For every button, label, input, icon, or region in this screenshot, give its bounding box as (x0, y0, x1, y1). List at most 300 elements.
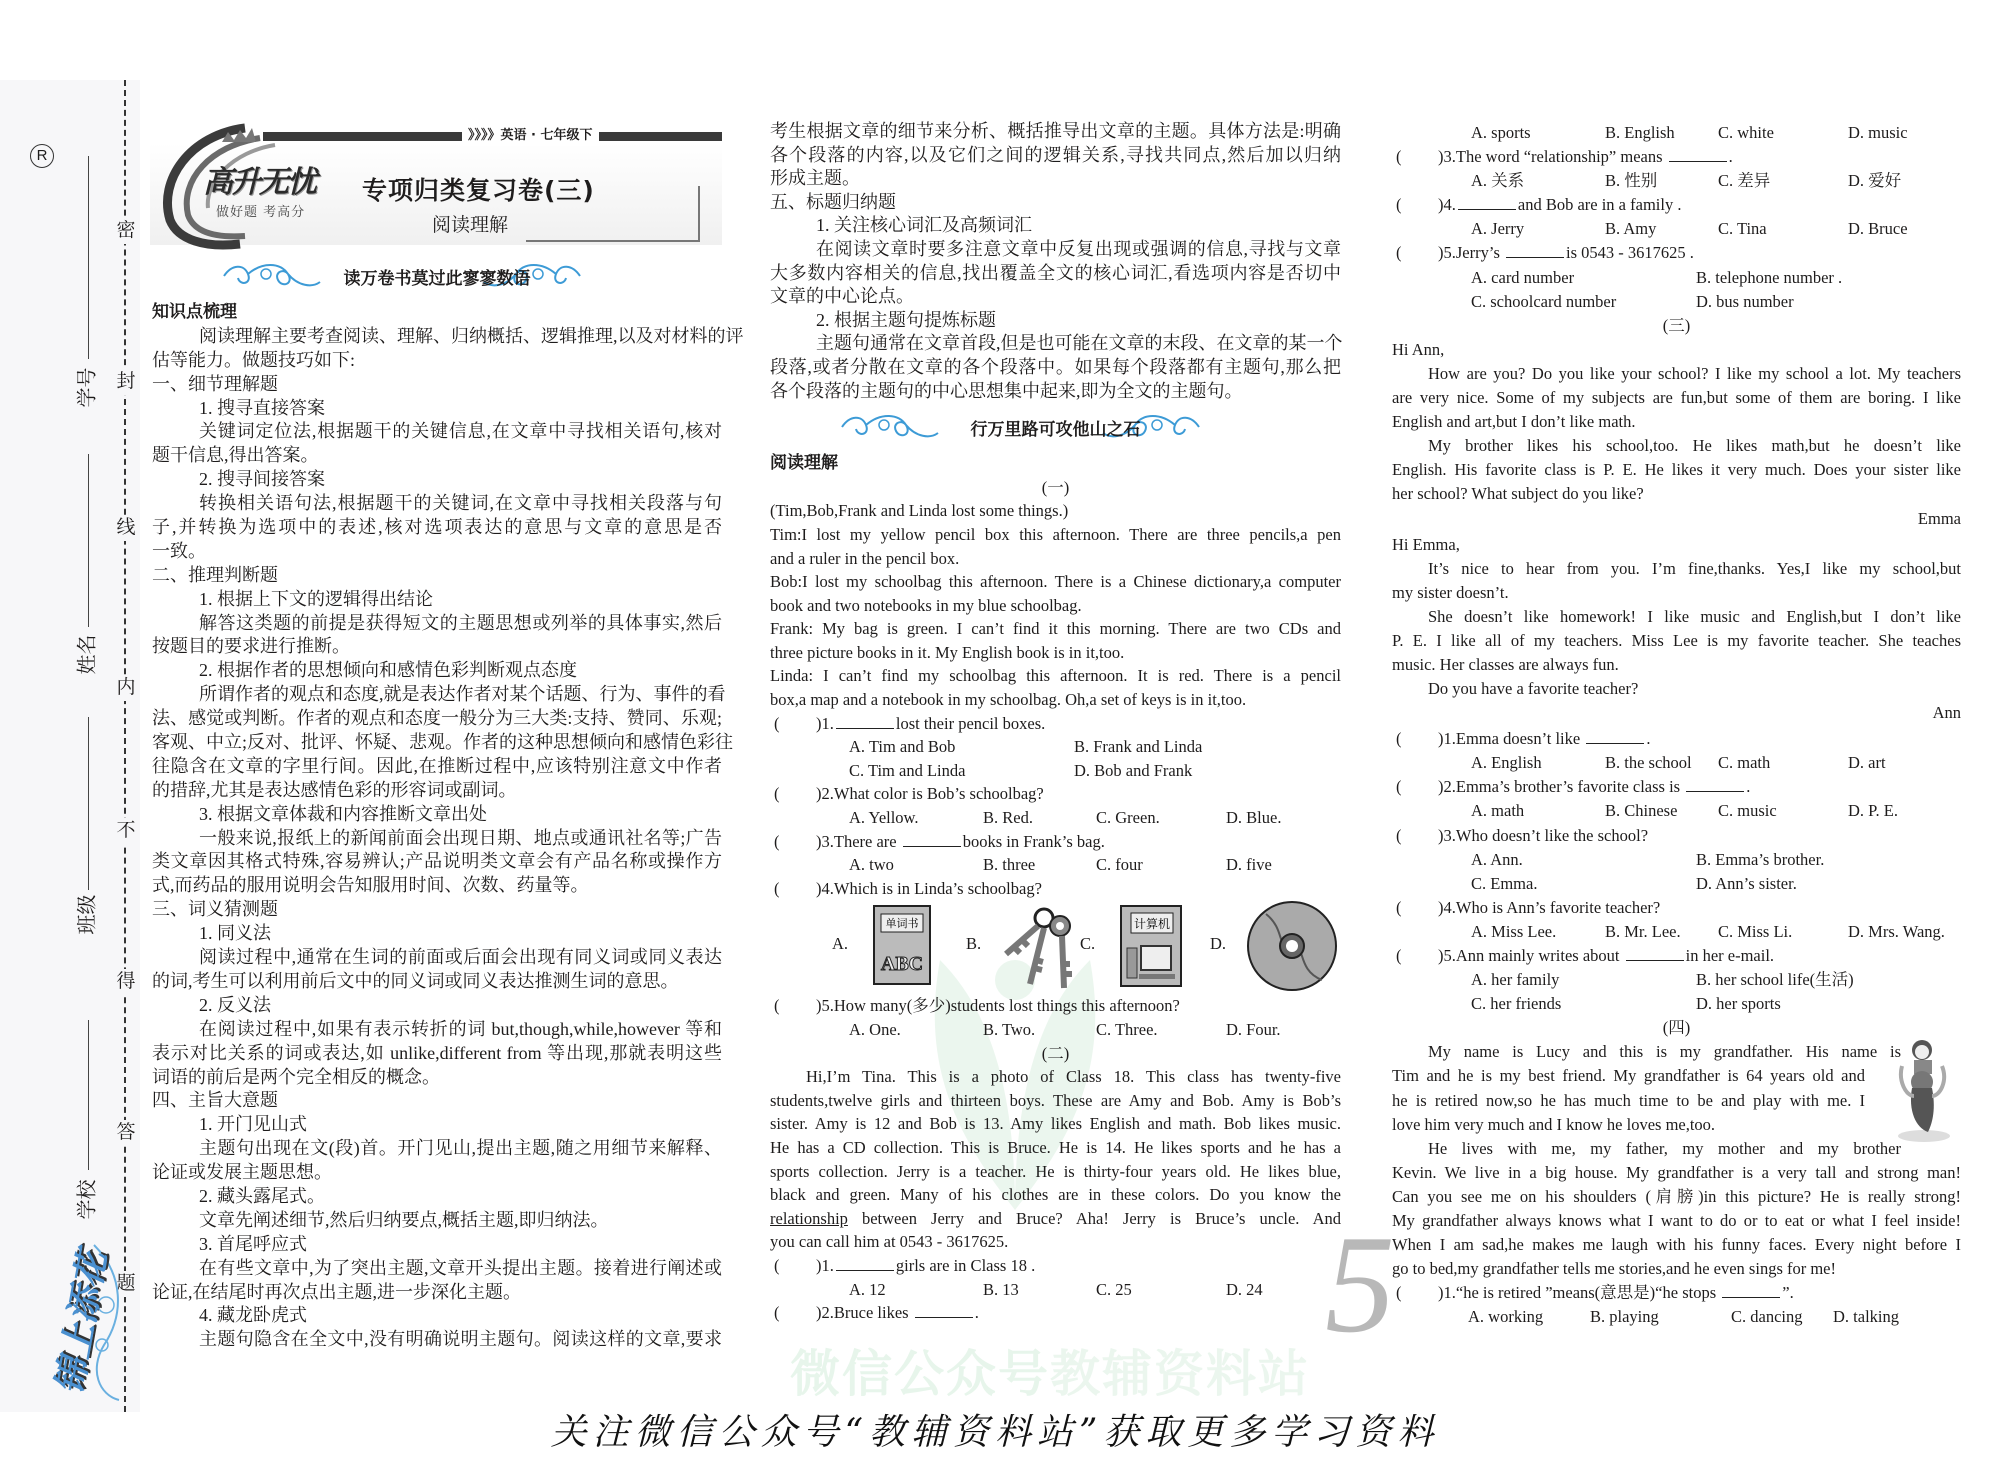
answer-paren-open: ( (1396, 243, 1402, 263)
answer-blank (1722, 1283, 1780, 1298)
line-text: 一、细节理解题 (152, 373, 278, 394)
options-row (1392, 290, 1961, 314)
text-line (770, 214, 1341, 238)
class-label: 班级 (76, 894, 99, 935)
text-line (1392, 1161, 1961, 1185)
question (1392, 193, 1961, 217)
line-text: He lives with me, my father, my mother and my brother (1428, 1138, 1901, 1158)
text-line (152, 1137, 722, 1161)
picture-option-label: D. (1210, 934, 1227, 954)
line-text: 2. 藏头露尾式。 (199, 1185, 325, 1206)
answer-option: C. Three. (1096, 1020, 1158, 1039)
answer-option: B. Two. (983, 1020, 1036, 1039)
answer-paren-close: ) (1438, 195, 1444, 215)
line-text: music. Her classes are always fun. (1392, 654, 1619, 674)
text-line (152, 397, 722, 421)
line-text: Tim:I lost my yellow pencil box this afternoon. There are three pencils,a pen (770, 524, 1341, 544)
keys-picture (1000, 904, 1084, 990)
text-line (770, 617, 1341, 641)
answer-option: C. four (1096, 855, 1143, 875)
text-line (1392, 338, 1961, 362)
question-text: How many(多少)students lost things this afternoon? (833, 996, 1180, 1016)
text-line (152, 1042, 722, 1066)
word-book-picture (872, 904, 934, 986)
line-text: 四、主旨大意题 (152, 1090, 278, 1111)
text-line (152, 707, 722, 731)
question-number: 2. (821, 784, 834, 804)
text-line (1392, 1233, 1961, 1257)
text-line (152, 540, 722, 564)
answer-option: C. math (1718, 753, 1771, 773)
line-text: and a ruler in the pencil box. (770, 548, 960, 568)
answer-option: C. Tina (1718, 219, 1767, 239)
question-number: 4. (1443, 897, 1456, 917)
line-text: her school? What subject do you like? (1392, 484, 1644, 504)
text-line (1392, 557, 1961, 581)
line-text: 五、标题归纳题 (770, 191, 896, 212)
answer-option: B. playing (1590, 1307, 1659, 1327)
text-line (770, 144, 1341, 168)
text-line (152, 755, 722, 779)
answer-option: C. Emma. (1471, 873, 1538, 893)
text-line (152, 373, 722, 397)
answer-option: D. Blue. (1226, 808, 1282, 828)
line-text: He has a CD collection. This is Bruce. He is 14. He likes sports and he has a (770, 1137, 1341, 1157)
answer-option: C. dancing (1731, 1307, 1803, 1327)
line-text: When I am sad,he makes me laugh with his funny faces. Every night before I (1392, 1235, 1961, 1255)
line-text: 类文章因其格式特殊,容易辨认;产品说明类文章会有产品名称或操作方 (152, 851, 722, 872)
line-text: 4. 藏龙卧虎式 (199, 1305, 307, 1326)
line-text: love him very much and I know he loves me,too. (1392, 1114, 1716, 1134)
answer-blank (1506, 243, 1564, 258)
options-row (770, 735, 1341, 759)
line-text: 往隐含在文章的字里行间。因此,在推断过程中,应该特别注意文中作者 (152, 755, 722, 776)
line-text: 客观、中立;反对、批评、怀疑、悲观。作者的这种思想倾向和感情色彩往 (152, 732, 733, 753)
question-text-after: in her e-mail. (1685, 946, 1775, 965)
text-line (152, 970, 722, 994)
answer-blank (1458, 195, 1516, 210)
answer-option: B. Mr. Lee. (1605, 921, 1681, 941)
svg-text:单词书: 单词书 (885, 918, 919, 931)
answer-paren-open: ( (774, 1303, 780, 1323)
line-text: It’s nice to hear from you. I’m fine,thanks. Yes,I like my school,but (1428, 558, 1961, 578)
question (1392, 241, 1961, 265)
answer-paren-open: ( (1396, 1283, 1402, 1303)
grandfather-with-girl-picture (1888, 1036, 1960, 1144)
answer-option: A. Tim and Bob (849, 737, 956, 757)
answer-option: B. Frank and Linda (1074, 737, 1203, 757)
answer-option: A. card number (1471, 267, 1575, 287)
text-line (152, 349, 722, 373)
right-column (1392, 121, 1961, 1330)
question-number: 3. (821, 831, 834, 851)
text-line (1392, 1040, 1901, 1064)
answer-option: A. 12 (849, 1279, 886, 1299)
text-line (770, 285, 1341, 309)
question (1392, 944, 1961, 968)
page-number: 5 (1325, 1207, 1395, 1362)
line-text: 转换相关语句法,根据题干的关键词,在文章中寻找相关段落与句 (199, 493, 722, 514)
question (1392, 1281, 1961, 1305)
text-line (152, 659, 722, 683)
options-row (770, 1278, 1341, 1302)
line-text: 的措辞,尤其是表达感情色彩的形容词或副词。 (152, 779, 517, 800)
text-line (152, 827, 722, 851)
line-text: 的词,考生可以利用前后文中的同义词或同义表达推测生词的意思。 (152, 970, 679, 991)
answer-option: C. her friends (1471, 994, 1562, 1014)
text-line (152, 1209, 722, 1233)
question-number: 2. (1443, 777, 1456, 797)
text-line (770, 1207, 1341, 1231)
options-row (770, 853, 1341, 877)
line-text: My name is Lucy and this is my grandfather. His name is (1428, 1042, 1901, 1062)
line-text: black and green. Many of his clothes are in these colors. Do you know the (770, 1185, 1341, 1205)
line-text: 题干信息,得出答案。 (152, 445, 319, 466)
line-text: 式,而药品的服用说明会告知服用时间、次数、药量等。 (152, 875, 589, 896)
answer-option: A. her family (1471, 970, 1560, 990)
text-line (1392, 458, 1961, 482)
line-text: Linda: I can’t find my schoolbag this afternoon. It is red. There is a pencil (770, 666, 1341, 686)
text-line (1392, 386, 1961, 410)
line-text: 大多数内容相关的信息,找出覆盖全文的核心词汇,看选项内容是否切中 (770, 262, 1341, 283)
text-line (152, 1281, 722, 1305)
question (770, 994, 1341, 1018)
answer-option: C. schoolcard number (1471, 291, 1617, 311)
options-row (1392, 848, 1961, 872)
line-text: 1. 根据上下文的逻辑得出结论 (199, 588, 433, 609)
answer-option: B. telephone number . (1696, 267, 1843, 287)
answer-paren-close: ) (816, 996, 822, 1016)
answer-paren-open: ( (1396, 825, 1402, 845)
line-text: 2. 根据主题句提炼标题 (816, 309, 996, 330)
text-line (152, 564, 722, 588)
line-text: 二、推理判断题 (152, 564, 278, 585)
line-text: She doesn’t like homework! I like music and English,but I don’t like (1428, 606, 1961, 626)
answer-option: B. English (1605, 123, 1675, 142)
text-line (152, 922, 722, 946)
seal-char: 题 (113, 1271, 139, 1297)
text-line (152, 635, 722, 659)
options-row (770, 806, 1341, 830)
question-number: 3. (1443, 825, 1456, 845)
answer-blank (1626, 946, 1684, 961)
line-text: 1. 开门见山式 (199, 1114, 307, 1135)
answer-paren-open: ( (774, 831, 780, 851)
line-text: 论证或发展主题思想。 (152, 1162, 332, 1183)
line-text: 在阅读文章时要多注意文章中反复出现或强调的信息,寻找与文章 (816, 238, 1341, 259)
answer-paren-close: ) (816, 1255, 822, 1275)
answer-option: D. 24 (1226, 1279, 1263, 1299)
text-line (770, 641, 1341, 665)
banner-text: 读万卷书莫过此寥寥数语 (343, 269, 531, 289)
side-logo (44, 1235, 114, 1405)
question-text-after: ”. (1782, 1283, 1794, 1303)
registered-mark: R (30, 144, 54, 168)
question (1392, 775, 1961, 799)
text-line (1392, 410, 1961, 434)
text-line (152, 1185, 722, 1209)
text-line (152, 588, 722, 612)
line-text: 形成主题。 (770, 168, 860, 189)
line-text: 论证,在结尾时再次点出主题,进一步深化主题。 (152, 1281, 521, 1302)
text-line (770, 191, 1341, 215)
line-text: Hi Ann, (1392, 339, 1445, 359)
question-text-after: . (1746, 777, 1751, 797)
options-row (1392, 121, 1961, 145)
question (770, 1254, 1341, 1278)
answer-paren-close: ) (1438, 897, 1444, 917)
banner-text: 行万里路可攻他山之石 (970, 420, 1141, 441)
text-line (152, 803, 722, 827)
question (1392, 896, 1961, 920)
text-line (770, 1065, 1341, 1089)
line-text: between Jerry and Bruce? Aha! Jerry is Bruce’s uncle. And (847, 1208, 1341, 1228)
text-line (770, 664, 1341, 688)
line-text: 主题句出现在文(段)首。开门见山,提出主题,随之用细节来解释、 (199, 1138, 722, 1159)
line-text: 2. 反义法 (199, 994, 271, 1015)
line-text: Tim and he is my best friend. My grandfather is 64 years old and (1392, 1066, 1865, 1086)
options-row (1392, 751, 1961, 775)
text-line (1392, 629, 1961, 653)
answer-option: A. two (849, 855, 894, 875)
line-text: 1. 同义法 (199, 923, 271, 944)
question-number: 1. (1443, 1283, 1456, 1303)
line-text: (Tim,Bob,Frank and Linda lost some things.) (770, 501, 1069, 521)
question (1392, 824, 1961, 848)
line-text: 所谓作者的观点和态度,就是表达作者对某个话题、行为、事件的看 (199, 684, 726, 705)
line-text: 1. 搜寻直接答案 (199, 397, 325, 418)
options-row (1392, 217, 1961, 241)
text-line (152, 444, 722, 468)
options-row (770, 759, 1341, 783)
seal-char: 答 (113, 1120, 139, 1146)
line-text: 主题句隐含在全文中,没有明确说明主题句。阅读这样的文章,要求 (199, 1329, 722, 1350)
line-text: 文章的中心论点。 (770, 286, 914, 307)
class-line (88, 717, 89, 890)
options-row (1392, 266, 1961, 290)
question-text-after: . (1646, 729, 1651, 749)
answer-option: D. her sports (1696, 994, 1781, 1014)
line-text: 按题目的要求进行推断。 (152, 636, 350, 657)
text-line (152, 1113, 722, 1137)
answer-blank (836, 1256, 894, 1271)
options-row (1392, 872, 1961, 896)
line-text: 考生根据文章的细节来分析、概括推导出文章的主题。具体方法是:明确 (770, 121, 1341, 141)
text-line (770, 262, 1341, 286)
text-line (770, 238, 1341, 262)
footer-notice: 关注微信公众号“教辅资料站”获取更多学习资料 (550, 1412, 1440, 1453)
text-line (770, 309, 1341, 333)
answer-blank (1586, 729, 1644, 744)
text-line (770, 499, 1341, 523)
line-text: 在阅读过程中,如果有表示转折的词 but,though,while,however 等和 (199, 1018, 722, 1039)
answer-paren-open: ( (1396, 195, 1402, 215)
line-text: box,a map and a notebook in my schoolbag. Oh,a set of keys is in it,too. (770, 690, 1247, 710)
options-row (1392, 169, 1961, 193)
answer-option: C. 差异 (1718, 171, 1771, 191)
text-line (152, 731, 733, 755)
line-text: Frank: My bag is green. I can’t find it this morning. There are two CDs and (770, 619, 1341, 639)
answer-option: D. Ann’s sister. (1696, 873, 1797, 893)
line-text: P. E. I like all of my teachers. Miss Lee is my favorite teacher. She teaches (1392, 630, 1961, 650)
line-text: 2. 搜寻间接答案 (199, 469, 325, 490)
answer-option: B. her school life(生活) (1696, 970, 1854, 990)
answer-option: A. sports (1471, 123, 1531, 142)
text-line (1392, 677, 1961, 701)
line-text: 表示对比关系的词或表达,如 unlike,different from 等出现,那就表明这些 (152, 1042, 722, 1063)
text-line (1392, 1185, 1961, 1209)
line-text: Can you see me on his shoulders (肩膀)in this picture? He is really strong! (1392, 1186, 1961, 1206)
answer-blank (903, 832, 961, 847)
brand-slogan: 做好题 考高分 (216, 205, 306, 220)
text-line (770, 1160, 1341, 1184)
line-text: 段落,或者分散在文章的各个段落中。如果每个段落都有主题句,那么把 (770, 356, 1341, 377)
passage-number: (三) (1662, 315, 1691, 335)
answer-blank (836, 714, 894, 729)
text-line (770, 594, 1341, 618)
answer-option: C. Tim and Linda (849, 760, 966, 780)
question-text-after: books in Frank’s bag. (962, 831, 1105, 851)
text-line (1392, 533, 1961, 557)
student-id-label: 学号 (76, 367, 99, 408)
letter-signature: Emma (1917, 508, 1961, 528)
text-line (152, 1089, 722, 1113)
line-text: Hi,I’m Tina. This is a photo of Class 18. This class has twenty-five (806, 1067, 1341, 1087)
underlined-word: relationship (770, 1208, 848, 1228)
answer-option: A. One. (849, 1020, 901, 1039)
line-text: Do you have a favorite teacher? (1428, 679, 1639, 699)
text-line (770, 523, 1341, 547)
answer-paren-close: ) (1438, 729, 1444, 749)
text-line (1392, 605, 1961, 629)
student-id-line (88, 156, 89, 359)
answer-option: B. three (983, 855, 1036, 875)
text-line (770, 380, 1341, 404)
side-logo-text: 锦上添花 (49, 1248, 115, 1398)
text-line (770, 120, 1341, 144)
answer-option: A. 关系 (1471, 171, 1525, 191)
text-line (152, 1161, 722, 1185)
answer-paren-open: ( (1396, 729, 1402, 749)
text-line (770, 547, 1341, 571)
name-label: 姓名 (76, 634, 99, 675)
text-line (770, 688, 1341, 712)
text-line (1392, 1209, 1961, 1233)
question-text: “he is retired ”means(意思是)“he stops (1455, 1283, 1721, 1303)
answer-blank (1669, 147, 1727, 162)
watermark-wechat: 微信公众号 (790, 1345, 1050, 1403)
seal-char: 线 (113, 515, 139, 541)
cd-picture (1246, 900, 1338, 992)
school-label: 学校 (76, 1179, 99, 1220)
answer-option: D. music (1848, 123, 1908, 142)
text-line (152, 468, 722, 492)
text-line (1392, 1257, 1961, 1281)
letter-signature: Ann (1932, 703, 1961, 723)
answer-option: D. Bruce (1848, 219, 1908, 239)
text-line (152, 1304, 722, 1328)
text-line (152, 1233, 722, 1257)
answer-paren-open: ( (774, 713, 780, 733)
answer-option: C. 25 (1096, 1279, 1132, 1299)
question (770, 712, 1341, 736)
text-line (1392, 482, 1961, 506)
answer-blank (1686, 777, 1744, 792)
seal-char: 封 (113, 369, 139, 395)
answer-option: B. Chinese (1605, 801, 1678, 821)
section-banner (770, 403, 1341, 452)
question-text: The word “relationship” means (1455, 147, 1667, 167)
answer-option: D. Bob and Frank (1074, 760, 1193, 780)
text-line (152, 779, 722, 803)
text-line (1392, 362, 1961, 386)
question-number: 5. (1443, 946, 1456, 965)
answer-paren-open: ( (1396, 897, 1402, 917)
text-line (770, 167, 1341, 191)
line-text: book and two notebooks in my blue schoolbag. (770, 595, 1082, 615)
text-line (770, 1089, 1341, 1113)
question-text: Jerry’s (1455, 243, 1504, 263)
answer-paren-open: ( (774, 784, 780, 804)
text-line (770, 356, 1341, 380)
answer-paren-close: ) (816, 1303, 822, 1323)
line-text: are very nice. Some of my subjects are fun,but some of them are boring. I like (1392, 388, 1961, 408)
question-number: 2. (821, 1303, 834, 1323)
answer-option: D. P. E. (1848, 801, 1898, 821)
line-text: 3. 首尾呼应式 (199, 1233, 307, 1254)
text-line (152, 1066, 722, 1090)
options-row (1392, 920, 1961, 944)
question (770, 782, 1341, 806)
question-number: 5. (821, 996, 834, 1016)
question-text-after: and Bob are in a family . (1517, 195, 1682, 215)
answer-blank (915, 1303, 973, 1318)
answer-option: A. Yellow. (849, 808, 919, 828)
text-line (770, 1183, 1341, 1207)
picture-option-label: B. (966, 934, 982, 954)
line-text: 3. 根据文章体裁和内容推断文章出处 (199, 803, 487, 824)
answer-option: A. Jerry (1471, 219, 1525, 239)
line-text: he is retired now,so he has much time to be and play with me. I (1392, 1090, 1865, 1110)
answer-option: B. Red. (983, 808, 1033, 828)
line-text: English. His favorite class is P. E. He likes it very much. Does your sister like (1392, 460, 1961, 480)
options-row (1392, 799, 1961, 823)
text-line (1392, 1137, 1901, 1161)
answer-option: D. Mrs. Wang. (1848, 921, 1945, 941)
answer-paren-open: ( (1396, 777, 1402, 797)
question-number: 4. (821, 878, 834, 898)
seal-dashed-line (124, 80, 126, 1412)
picture-option-label: C. (1080, 934, 1096, 954)
line-text: 阅读过程中,通常在生词的前面或后面会出现有同义词或同义表达 (199, 947, 722, 968)
line-text: students,twelve girls and thirteen boys. These are Amy and Bob. Amy is Bob’s (770, 1090, 1341, 1110)
question-text: Who is Ann’s favorite teacher? (1455, 897, 1661, 917)
answer-option: B. 性别 (1605, 171, 1658, 191)
line-text: 词语的前后是两个完全相反的概念。 (152, 1066, 440, 1087)
passage-number: (一) (1041, 477, 1070, 497)
line-text: How are you? Do you like your school? I like my school a lot. My teachers (1428, 363, 1961, 383)
text-line (770, 1230, 1341, 1254)
question-text: There are (833, 831, 901, 851)
seal-char: 密 (113, 218, 139, 244)
line-text: English and art,but I don’t like math. (1392, 412, 1636, 432)
text-line (770, 1136, 1341, 1160)
answer-paren-open: ( (774, 1255, 780, 1275)
question-number: 1. (1443, 729, 1456, 749)
answer-paren-close: ) (816, 713, 822, 733)
line-text: 2. 根据作者的思想倾向和感情色彩判断观点态度 (199, 660, 577, 681)
answer-paren-close: ) (1438, 777, 1444, 797)
